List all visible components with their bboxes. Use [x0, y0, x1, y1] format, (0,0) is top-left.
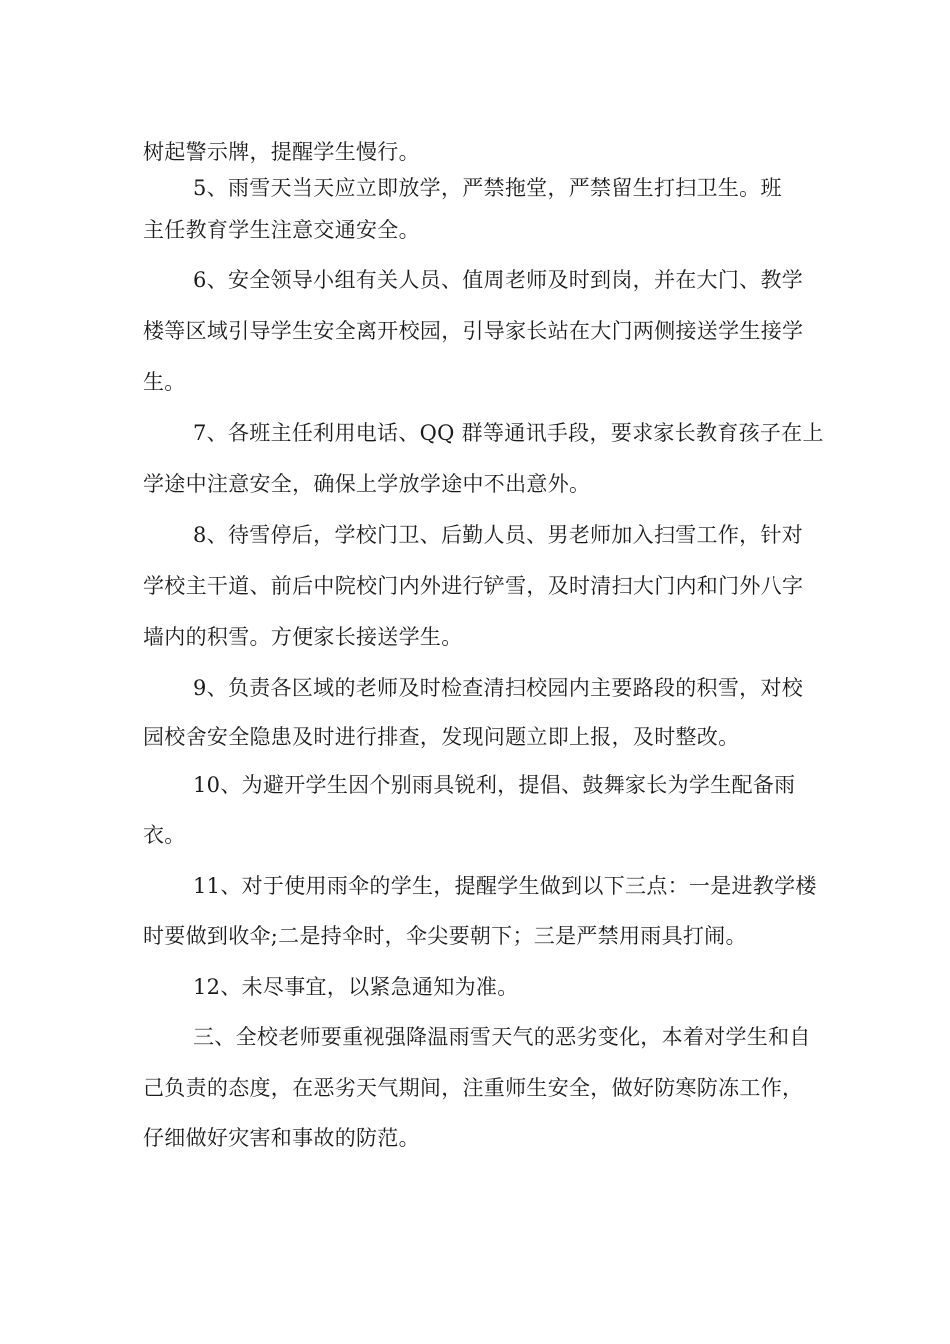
- text-line: 园校舍安全隐患及时进行排查，发现问题立即上报，及时整改。: [143, 725, 740, 749]
- text-line: 树起警示牌，提醒学生慢行。: [143, 140, 420, 164]
- text-line: 6、安全领导小组有关人员、值周老师及时到岗，并在大门、教学: [193, 268, 804, 292]
- text-line: 8、待雪停后，学校门卫、后勤人员、男老师加入扫雪工作，针对: [193, 523, 804, 547]
- text-line: 9、负责各区域的老师及时检查清扫校园内主要路段的积雪，对校: [193, 676, 804, 700]
- text-line: 生。: [143, 370, 186, 394]
- text-line: 学途中注意安全，确保上学放学途中不出意外。: [143, 472, 591, 496]
- text-line: 己负责的态度，在恶劣天气期间，注重师生安全，做好防寒防冻工作，: [143, 1076, 804, 1100]
- text-line: 10、为避开学生因个别雨具锐利，提倡、鼓舞家长为学生配备雨: [193, 773, 796, 797]
- text-line: 12、未尽事宜，以紧急通知为准。: [193, 975, 519, 999]
- text-line: 衣。: [143, 823, 186, 847]
- text-line: 11、对于使用雨伞的学生，提醒学生做到以下三点：一是进教学楼: [193, 874, 817, 898]
- text-line: 7、各班主任利用电话、QQ 群等通讯手段，要求家长教育孩子在上: [193, 421, 824, 445]
- text-line: 5、雨雪天当天应立即放学，严禁拖堂，严禁留生打扫卫生。班: [193, 176, 782, 200]
- text-line: 学校主干道、前后中院校门内外进行铲雪，及时清扫大门内和门外八字: [143, 574, 804, 598]
- text-line: 楼等区域引导学生安全离开校园，引导家长站在大门两侧接送学生接学: [143, 319, 804, 343]
- text-line: 墙内的积雪。方便家长接送学生。: [143, 625, 463, 649]
- text-line: 时要做到收伞;二是持伞时，伞尖要朝下；三是严禁用雨具打闹。: [143, 924, 747, 948]
- text-line: 主任教育学生注意交通安全。: [143, 218, 420, 242]
- text-line: 三、全校老师要重视强降温雨雪天气的恶劣变化，本着对学生和自: [193, 1025, 811, 1049]
- text-line: 仔细做好灾害和事故的防范。: [143, 1126, 420, 1150]
